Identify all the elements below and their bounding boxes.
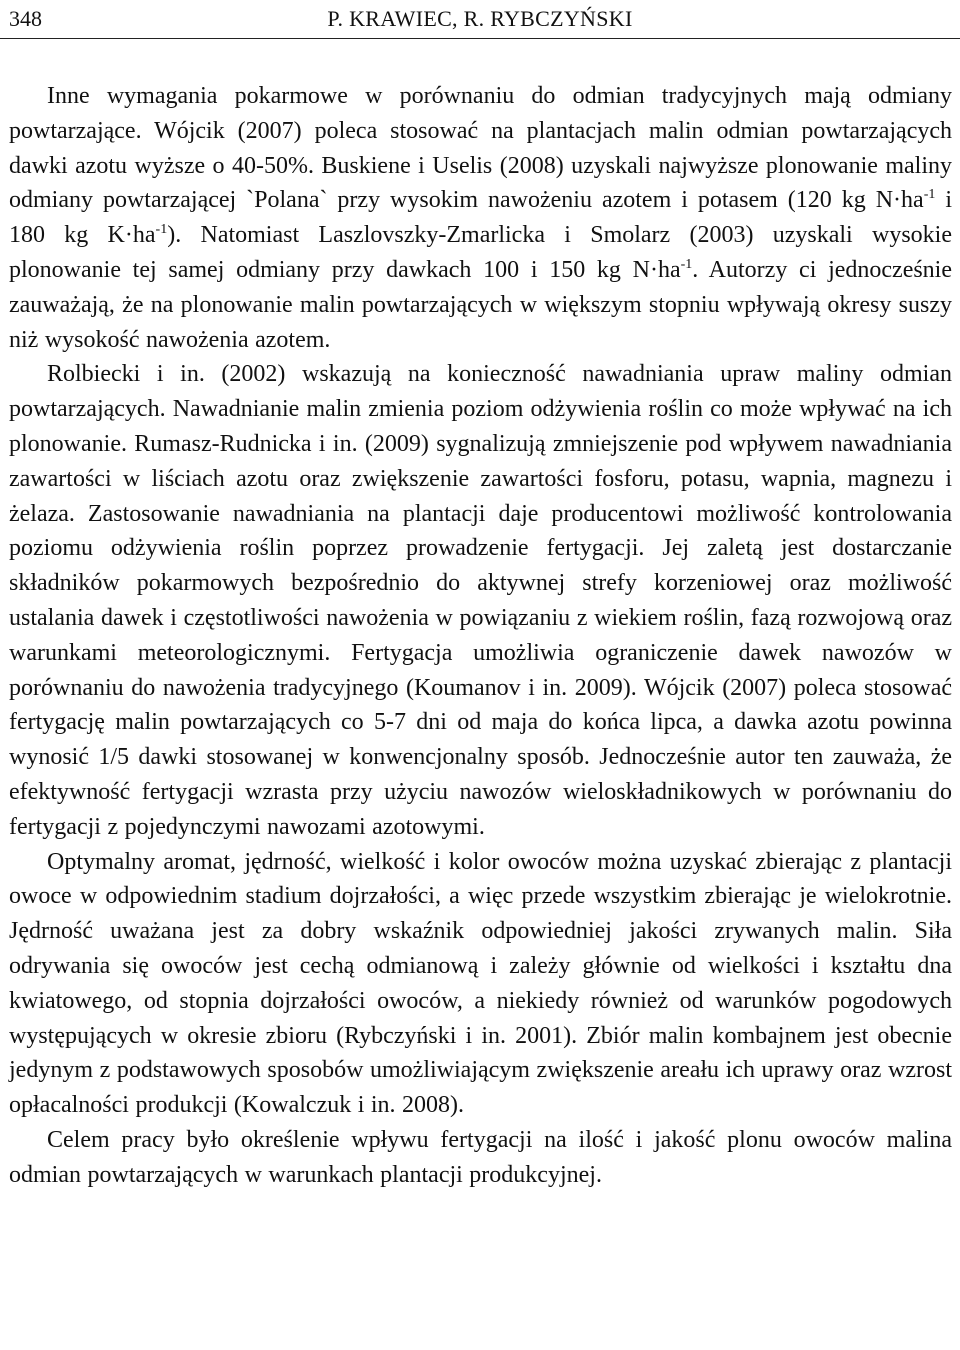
superscript-3: -1 — [680, 256, 693, 272]
paragraph-1-text-c: ). Natomiast Laszlovszky-Zmarlicka i Smolarz (2003) uzyskali wysokie plonowanie tej samej odmiany przy dawkach 100 i 150 kg N·ha — [9, 222, 952, 283]
running-head: P. KRAWIEC, R. RYBCZYŃSKI — [327, 6, 633, 31]
page-number: 348 — [9, 6, 42, 31]
paragraph-1-text-a: Inne wymagania pokarmowe w porównaniu do odmian tradycyjnych mają odmiany powtarzające. Wójcik (2007) poleca stosować na plantacjach malin odmian powtarzających dawki azotu wyższe o 40-50%. Buskiene i Uselis (2008) uzyskali najwyższe plonowanie maliny odmiany powtarzającej `Polana` przy wysokim nawożeniu azotem i potasem (120 kg N·ha — [9, 83, 952, 214]
body-text — [9, 79, 952, 1193]
paragraph-1-text-b: i 180 kg K·ha — [9, 187, 952, 249]
header-rule — [0, 38, 960, 39]
superscript-1: -1 — [923, 187, 936, 203]
paragraph-2: Rolbiecki i in. (2002) wskazują na konieczność nawadniania upraw maliny odmian powtarzających. Nawadnianie malin zmienia poziom odżywienia roślin co może wpływać na ich plonowanie. Rumasz-Rudnicka i in. (2009) sygnalizują zmniejszenie pod wpływem nawadniania zawartości w liściach azotu oraz zwiększenie zawartości fosforu, potasu, wapnia, magnezu i żelaza. Zastosowanie nawadniania na plantacji daje producentowi możliwość kontrolowania poziomu odżywienia roślin poprzez prowadzenie fertygacji. Jej zaletą jest dostarczanie składników pokarmowych bezpośrednio do aktywnej strefy korzeniowej oraz możliwość ustalania dawek i częstotliwości nawożenia w powiązaniu z wiekiem roślin, fazą rozwojową oraz warunkami meteorologicznymi. Fertygacja umożliwia ograniczenie dawek nawozów w porównaniu do nawożenia tradycyjnego (Koumanov i in. 2009). Wójcik (2007) poleca stosować fertygację malin powtarzających co 5-7 dni od maja do końca lipca, a dawka azotu powinna wynosić 1/5 dawki stosowanej w konwencjonalny sposób. Jednocześnie autor ten zauważa, że efektywność fertygacji wzrasta przy użyciu nawozów wieloskładnikowych w porównaniu do fertygacji z pojedynczymi nawozami azotowymi. — [9, 361, 952, 840]
page-header — [0, 0, 960, 40]
paragraph-4: Celem pracy było określenie wpływu fertygacji na ilość i jakość plonu owoców malina odmian powtarzających w warunkach plantacji produkcyjnej. — [9, 1126, 952, 1188]
paragraph-1 — [9, 79, 952, 357]
superscript-2: -1 — [155, 222, 168, 238]
paragraph-1-text-d: . Autorzy ci jednocześnie zauważają, że na plonowanie malin powtarzających w większym stopniu wpływają okresy suszy niż wysokość nawożenia azotem. — [9, 256, 953, 353]
paragraph-3: Optymalny aromat, jędrność, wielkość i kolor owoców można uzyskać zbierając z plantacji owoce w odpowiednim stadium dojrzałości, a więc przede wszystkim zbierając je wielokrotnie. Jędrność uważana jest za dobry wskaźnik odpowiedniej jakości zrywanych malin. Siła odrywania się owoców jest cechą odmianową i zależy głównie od wielkości i kształtu dna kwiatowego, od stopnia dojrzałości owoców, a niekiedy również od warunków pogodowych występujących w okresie zbioru (Rybczyński i in. 2001). Zbiór malin kombajnem jest obecnie jedynym z podstawowych sposobów umożliwiającym zwiększenie areału ich uprawy oraz wzrost opłacalności produkcji (Kowalczuk i in. 2008). — [9, 848, 952, 1119]
